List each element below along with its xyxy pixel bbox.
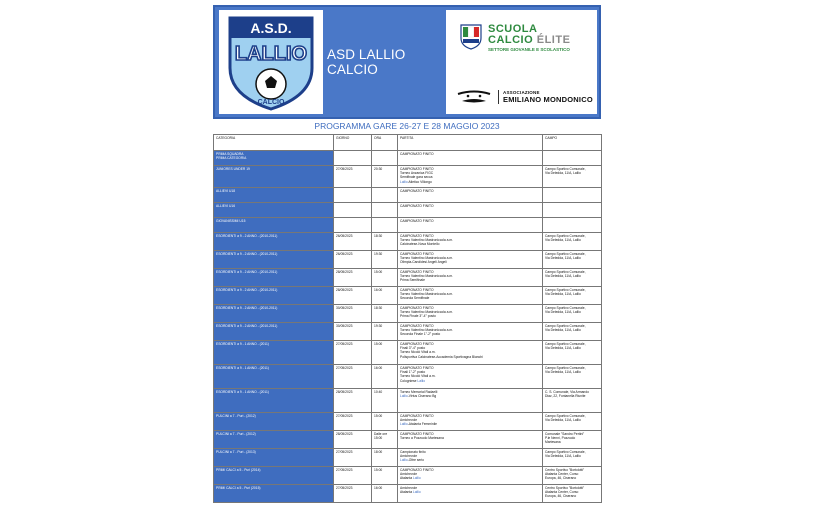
categoria-text: ESORDIENTI a 9 - 1 ANNO - (2011) xyxy=(216,342,269,346)
cell-categoria xyxy=(214,218,334,233)
header-banner xyxy=(213,5,601,119)
schedule-title: PROGRAMMA GARE 26-27 E 28 MAGGIO 2023 xyxy=(314,121,500,131)
header-ora: ORA xyxy=(372,135,398,151)
partita-text: Torneo Valentino Mastroniccola a.m. xyxy=(400,328,454,333)
partita-text: Torneo Valentino Mastroniccola a.m. xyxy=(400,310,454,315)
partita-text: CAMPIONATO FINITO xyxy=(400,234,434,238)
cell-campo xyxy=(543,341,602,365)
scuola-elite: ÉLITE xyxy=(536,34,571,46)
cell-campo xyxy=(543,287,602,305)
table-row xyxy=(214,218,602,233)
match-teams xyxy=(400,422,540,426)
cell-campo xyxy=(543,188,602,203)
partita-text: CAMPIONATO FINITO xyxy=(400,468,434,472)
partita-text: Amichevole xyxy=(400,418,418,423)
team-name: Atletico Villongo xyxy=(407,179,432,184)
cell-giorno: 30/05/2023 xyxy=(334,323,372,341)
cell-partita xyxy=(398,467,543,485)
table-row xyxy=(214,431,602,449)
campo-text: Campo Sportivo Comunale, xyxy=(545,234,586,238)
partita-text: CAMPIONATO FINITO xyxy=(400,342,434,346)
campo-text: Campo Sportivo Comunale, xyxy=(545,288,586,292)
partita-text: Calcinatese-Nova Montello xyxy=(400,242,440,247)
partita-text: Amichevole xyxy=(400,454,418,459)
figc-shield-icon xyxy=(460,24,482,50)
team-name: -Virtus Ciserano Bg xyxy=(407,394,437,399)
cell-giorno: 27/05/2023 xyxy=(334,467,372,485)
table-row xyxy=(214,188,602,203)
team-name-lallio: Lallio xyxy=(400,458,408,463)
table-header-row xyxy=(214,135,602,151)
cell-campo xyxy=(543,233,602,251)
team-name-lallio: Lallio xyxy=(400,422,408,427)
categoria-text: GIOVANISSIMI U15 xyxy=(216,219,246,223)
team-name-lallio: Lallio xyxy=(413,490,421,495)
cell-ora: 19:30 xyxy=(372,323,398,341)
match-teams xyxy=(400,394,540,398)
team-name: -Oltre serio xyxy=(407,458,425,463)
header-giorno: GIORNO xyxy=(334,135,372,151)
association-logo xyxy=(456,88,593,106)
logo-top-text: A.S.D. xyxy=(250,20,292,36)
campo-text: Via Deledda, 11/A, Lallio xyxy=(545,238,581,243)
table-row xyxy=(214,413,602,431)
cell-giorno: 27/05/2023 xyxy=(334,341,372,365)
cell-ora: 15:00 xyxy=(372,467,398,485)
partita-text: CAMPIONATO FINITO xyxy=(400,288,434,292)
campo-text: C. S. Comunale, Via Armando xyxy=(545,390,589,394)
partita-text: Amichevole xyxy=(400,486,418,490)
cell-ora: 15:00 xyxy=(372,341,398,365)
partita-text: CAMPIONATO FINITO xyxy=(400,189,434,193)
partita-text: CAMPIONATO FINITO xyxy=(400,204,434,208)
campo-text: Via Deledda, 11/A, Lallio xyxy=(545,328,581,333)
cell-ora: 16:00 xyxy=(372,485,398,503)
cell-partita xyxy=(398,233,543,251)
team-name-lallio: Lallio xyxy=(413,476,421,481)
table-row xyxy=(214,251,602,269)
cell-campo xyxy=(543,305,602,323)
partita-text: CAMPIONATO FINITO xyxy=(400,167,434,171)
header-campo: CAMPO xyxy=(543,135,602,151)
cell-categoria xyxy=(214,413,334,431)
cell-ora xyxy=(372,188,398,203)
categoria-text: PRIMI CALCI a 5 - Puri (2015) xyxy=(216,486,261,490)
cell-partita xyxy=(398,485,543,503)
campo-text: Campo Sportivo Comunale, xyxy=(545,324,586,328)
campo-text: Campo Sportivo Comunale, xyxy=(545,270,586,274)
cell-categoria xyxy=(214,341,334,365)
cell-giorno: 28/05/2023 xyxy=(334,287,372,305)
cell-ora xyxy=(372,203,398,218)
partita-text: Torneo Valentino Mastroniccola a.m. xyxy=(400,274,454,279)
cell-ora: 19:30 xyxy=(372,251,398,269)
partita-text: Seconda Finale 1°-2° posto xyxy=(400,332,441,337)
categoria-text: ESORDIENTI a 9 - 2 ANNO - (2010-2011) xyxy=(216,252,278,256)
campo-text: Via Deledda, 11/A, Lallio xyxy=(545,346,581,351)
campo-text: Campo Sportivo Comunale, xyxy=(545,366,586,370)
cell-categoria xyxy=(214,431,334,449)
campo-text: Campo Sportivo Comunale, xyxy=(545,450,586,454)
cell-giorno: 27/05/2023 xyxy=(334,485,372,503)
cell-campo xyxy=(543,389,602,413)
cell-giorno xyxy=(334,203,372,218)
cell-ora: 15:00 xyxy=(372,269,398,287)
partita-text: CAMPIONATO FINITO xyxy=(400,366,434,370)
partita-text: CAMPIONATO FINITO xyxy=(400,252,434,256)
team-name-lallio: Lallio xyxy=(400,394,408,399)
logo-bottom-text: CALCIO xyxy=(257,99,285,106)
campo-text: Via Deledda, 11/A, Lallio xyxy=(545,256,581,261)
team-name: Cologniese xyxy=(400,378,418,383)
logo-main-text: LALLIO xyxy=(234,43,308,65)
team-name: Atalanta xyxy=(400,476,414,481)
match-teams xyxy=(400,180,540,184)
cell-partita xyxy=(398,449,543,467)
partita-text: Olimpia-Candidesi Angeli Angeli xyxy=(400,260,447,265)
cell-giorno: 26/05/2023 xyxy=(334,233,372,251)
cell-ora xyxy=(372,218,398,233)
categoria-text: ESORDIENTI a 9 - 1 ANNO - (2011) xyxy=(216,366,269,370)
categoria-text: ESORDIENTI a 9 - 2 ANNO - (2010-2011) xyxy=(216,306,278,310)
cell-categoria xyxy=(214,485,334,503)
mustache-face-icon xyxy=(456,88,492,106)
cell-categoria xyxy=(214,203,334,218)
partita-text: Prima Finale 3°-4° posto xyxy=(400,314,436,319)
table-row xyxy=(214,341,602,365)
table-row xyxy=(214,365,602,389)
partita-text: Torneo a Pozzuolo Martesana xyxy=(400,436,444,441)
categoria-text: ESORDIENTI a 9 - 1 ANNO - (2011) xyxy=(216,390,269,394)
partita-text: Amichevole xyxy=(400,472,418,477)
cell-giorno: 27/05/2023 xyxy=(334,166,372,188)
table-row xyxy=(214,485,602,503)
header-categoria: CATEGORIA xyxy=(214,135,334,151)
cell-partita xyxy=(398,287,543,305)
cell-campo xyxy=(543,151,602,166)
partita-text: CAMPIONATO FINITO xyxy=(400,414,434,418)
cell-giorno xyxy=(334,151,372,166)
partita-text: CAMPIONATO FINITO xyxy=(400,306,434,310)
cell-giorno xyxy=(334,188,372,203)
cell-ora xyxy=(372,151,398,166)
match-teams xyxy=(400,490,540,494)
categoria-text: ESORDIENTI a 9 - 2 ANNO - (2010-2011) xyxy=(216,324,278,328)
partita-text: CAMPIONATO FINITO xyxy=(400,152,434,156)
campo-text: Campo Sportivo Comunale, xyxy=(545,342,586,346)
table-row xyxy=(214,449,602,467)
table-row xyxy=(214,166,602,188)
cell-campo xyxy=(543,413,602,431)
table-row xyxy=(214,287,602,305)
match-teams xyxy=(400,458,540,462)
cell-campo xyxy=(543,269,602,287)
campo-text: P.le Nenni, Pozzuolo xyxy=(545,436,576,441)
campo-text: Campo Sportivo Comunale, xyxy=(545,306,586,310)
cell-ora: 20:30 xyxy=(372,166,398,188)
cell-campo xyxy=(543,449,602,467)
cell-campo xyxy=(543,251,602,269)
lallio-crest-icon xyxy=(222,12,320,112)
categoria-text: JUNIORES UNDER 19 xyxy=(216,167,250,171)
cell-partita xyxy=(398,166,543,188)
campo-text: Martesana xyxy=(545,440,561,445)
cell-categoria xyxy=(214,449,334,467)
cell-categoria xyxy=(214,151,334,166)
cell-partita xyxy=(398,305,543,323)
cell-categoria xyxy=(214,305,334,323)
categoria-text: PULCINI a 7 - Puri - (2012) xyxy=(216,414,256,418)
cell-giorno: 27/05/2023 xyxy=(334,413,372,431)
association-small-label: ASSOCIAZIONE xyxy=(503,90,540,95)
cell-categoria xyxy=(214,188,334,203)
cell-partita xyxy=(398,251,543,269)
cell-giorno: 28/05/2023 xyxy=(334,269,372,287)
categoria-text: PULCINI a 7 - Puri - (2013) xyxy=(216,450,256,454)
partita-text: Torneo Nicolò Vitali a.m. xyxy=(400,350,436,355)
cell-categoria xyxy=(214,389,334,413)
cell-giorno: 27/05/2023 xyxy=(334,365,372,389)
table-row xyxy=(214,233,602,251)
partners-box xyxy=(446,10,597,114)
categoria-text: PRIMA CATEGORIA xyxy=(216,156,247,161)
partita-text: Prima Semifinale xyxy=(400,278,425,283)
cell-categoria xyxy=(214,365,334,389)
campo-text: Via Deledda, 11/A, Lallio xyxy=(545,310,581,315)
cell-partita xyxy=(398,269,543,287)
match-teams xyxy=(400,379,540,383)
partita-text: Campionato finito xyxy=(400,450,426,454)
cell-categoria xyxy=(214,323,334,341)
scuola-line3: SETTORE GIOVANILE E SCOLASTICO xyxy=(488,47,570,52)
categoria-text: PRIMI CALCI a 5 - Puri (2014) xyxy=(216,468,261,472)
campo-text: Centro Sportivo "Bortolotti" xyxy=(545,486,585,490)
campo-text: Via Deledda, 11/A, Lallio xyxy=(545,274,581,279)
cell-categoria xyxy=(214,287,334,305)
partita-text: Torneo Anzanica FIGC xyxy=(400,171,434,176)
cell-partita xyxy=(398,341,543,365)
cell-partita xyxy=(398,151,543,166)
team-name-lallio: Lallio xyxy=(417,378,426,383)
categoria-text: ESORDIENTI a 9 - 2 ANNO - (2010-2011) xyxy=(216,234,278,238)
cell-campo xyxy=(543,485,602,503)
cell-giorno xyxy=(334,218,372,233)
campo-text: Via Deledda, 11/A, Lallio xyxy=(545,370,581,375)
cell-partita xyxy=(398,389,543,413)
partita-text: Seconda Semifinale xyxy=(400,296,430,301)
cell-partita xyxy=(398,431,543,449)
categoria-text: ESORDIENTI a 9 - 2 ANNO - (2010-2011) xyxy=(216,270,278,274)
partita-text: CAMPIONATO FINITO xyxy=(400,432,434,436)
cell-campo xyxy=(543,218,602,233)
team-name: Atalanta xyxy=(400,490,414,495)
cell-categoria xyxy=(214,467,334,485)
table-row xyxy=(214,269,602,287)
cell-campo xyxy=(543,431,602,449)
cell-partita xyxy=(398,203,543,218)
cell-ora: 16:00 xyxy=(372,287,398,305)
campo-text: Via Deledda, 11/A, Lallio xyxy=(545,171,581,176)
cell-giorno: 28/05/2023 xyxy=(334,389,372,413)
categoria-text: ESORDIENTI a 9 - 2 ANNO - (2010-2011) xyxy=(216,288,278,292)
cell-campo xyxy=(543,203,602,218)
table-row xyxy=(214,467,602,485)
partita-text: Torneo Valentino Mastroniccola a.m. xyxy=(400,238,454,243)
cell-ora: 18:30 xyxy=(372,233,398,251)
campo-text: Campo Sportivo Comunale, xyxy=(545,252,586,256)
campo-text: Via Deledda, 11/A, Lallio xyxy=(545,418,581,423)
cell-ora: 16:00 xyxy=(372,365,398,389)
cell-giorno: 30/05/2023 xyxy=(334,305,372,323)
cell-campo xyxy=(543,323,602,341)
campo-text: Diaz, 22, Fontanella Riunite xyxy=(545,394,586,399)
header-partita: PARTITA xyxy=(398,135,543,151)
team-name-lallio: Lallio xyxy=(400,179,408,184)
cell-ora: 10:40 xyxy=(372,389,398,413)
table-row xyxy=(214,151,602,166)
partita-text: CAMPIONATO FINITO xyxy=(400,219,434,223)
partita-text: CAMPIONATO FINITO xyxy=(400,270,434,274)
cell-categoria xyxy=(214,166,334,188)
categoria-text: ALLIEVI U18 xyxy=(216,189,236,193)
partita-text: Torneo Memorial Radaelli xyxy=(400,390,438,394)
cell-giorno: 28/05/2023 xyxy=(334,431,372,449)
categoria-text: PRIMA SQUADRA xyxy=(216,152,244,156)
scuola-calcio-logo xyxy=(460,24,570,52)
campo-text: Via Deledda, 11/A, Lallio xyxy=(545,454,581,459)
partita-text: Finali 3°-4° posto xyxy=(400,346,426,351)
partita-text: Torneo Valentino Mastroniccola a.m. xyxy=(400,292,454,297)
campo-text: Via Deledda, 11/A, Lallio xyxy=(545,292,581,297)
partita-text: Finali 1°-2° posto xyxy=(400,370,426,375)
campo-text: Centro Sportivo "Bortolotti" xyxy=(545,468,585,472)
cell-partita xyxy=(398,323,543,341)
cell-ora: 18:00 xyxy=(372,449,398,467)
cell-categoria xyxy=(214,269,334,287)
partita-text: Polisportiva Calcinatese-Accademia Sportivagna Bianchi xyxy=(400,354,483,359)
campo-text: Europa, 46, Ciserano xyxy=(545,494,577,499)
cell-campo xyxy=(543,166,602,188)
partita-text: Torneo Nicolò Vitali a.m. xyxy=(400,374,436,379)
scuola-line2: CALCIO xyxy=(488,34,534,46)
cell-ora: Dalle ore 15:00 xyxy=(372,431,398,449)
table-row xyxy=(214,389,602,413)
cell-giorno: 27/05/2023 xyxy=(334,449,372,467)
cell-giorno: 26/05/2023 xyxy=(334,251,372,269)
cell-partita xyxy=(398,365,543,389)
categoria-text: ALLIEVI U16 xyxy=(216,204,236,208)
club-title: ASD LALLIO CALCIO xyxy=(327,47,406,77)
table-row xyxy=(214,323,602,341)
scuola-line1: SCUOLA xyxy=(488,23,538,35)
cell-partita xyxy=(398,218,543,233)
campo-text: Comunale "Sandro Pertini" xyxy=(545,432,585,436)
cell-ora: 15:00 xyxy=(372,413,398,431)
campo-text: Campo Sportivo Comunale, xyxy=(545,167,586,171)
team-name: -Atalanta Femminile xyxy=(407,422,438,427)
club-logo xyxy=(219,10,323,114)
partita-text: Semifinale gara secca xyxy=(400,175,433,180)
campo-text: Atalanta Center, Corso xyxy=(545,472,579,477)
table-row xyxy=(214,305,602,323)
association-name: EMILIANO MONDONICO xyxy=(503,95,593,104)
campo-text: Campo Sportivo Comunale, xyxy=(545,414,586,418)
cell-campo xyxy=(543,467,602,485)
cell-categoria xyxy=(214,251,334,269)
categoria-text: PULCINI a 7 - Puri - (2012) xyxy=(216,432,256,436)
cell-ora: 18:30 xyxy=(372,305,398,323)
schedule-table xyxy=(213,134,602,503)
match-teams xyxy=(400,476,540,480)
campo-text: Europa, 46, Ciserano xyxy=(545,476,577,481)
cell-campo xyxy=(543,365,602,389)
partita-text: CAMPIONATO FINITO xyxy=(400,324,434,328)
page xyxy=(213,5,601,499)
table-row xyxy=(214,203,602,218)
partita-text: Torneo Valentino Mastroniccola a.m. xyxy=(400,256,454,261)
cell-partita xyxy=(398,413,543,431)
cell-partita xyxy=(398,188,543,203)
campo-text: Atalanta Center, Corso xyxy=(545,490,579,495)
cell-categoria xyxy=(214,233,334,251)
